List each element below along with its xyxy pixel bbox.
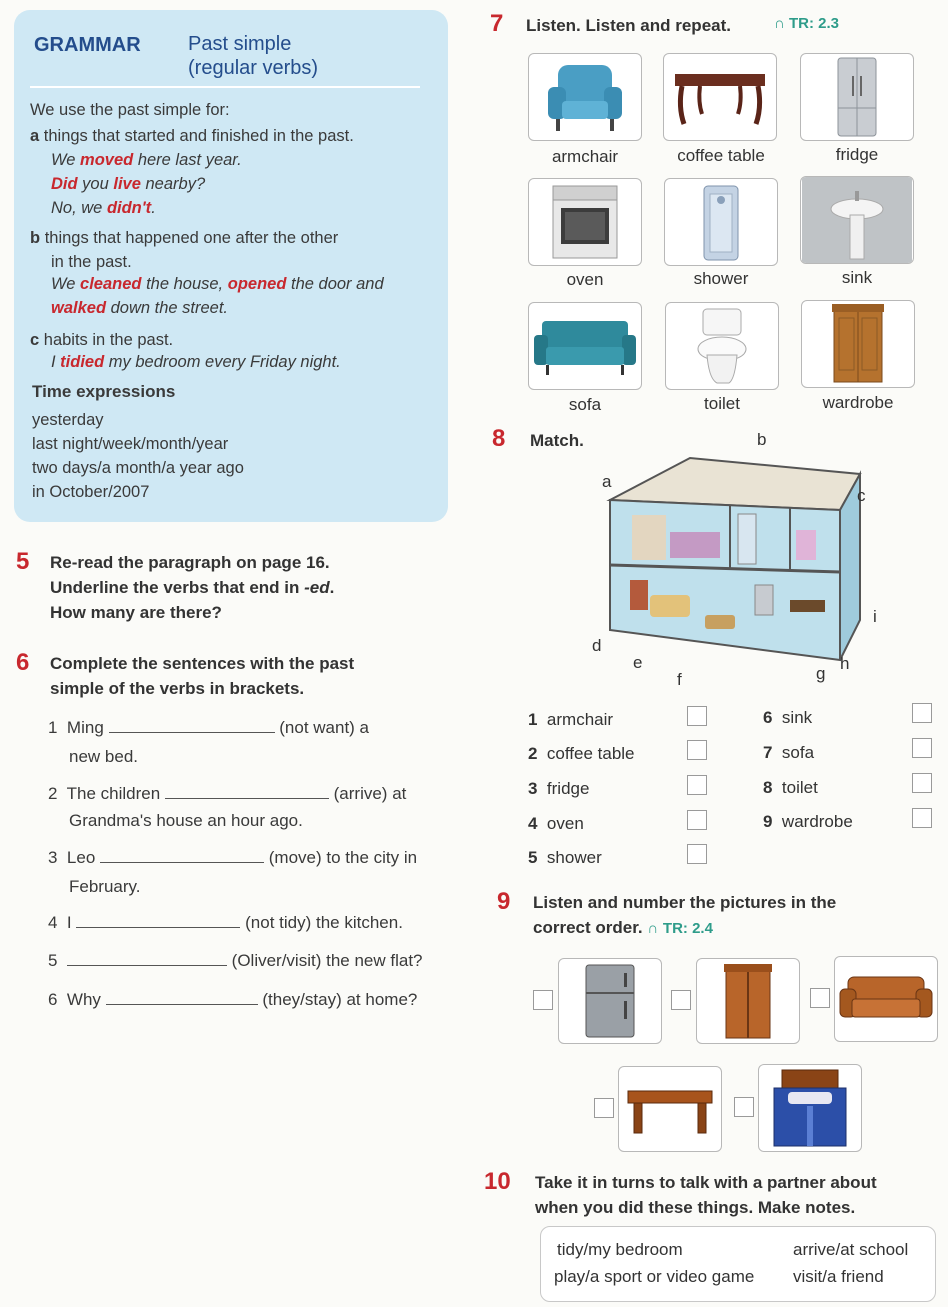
rule-c-text: habits in the past. [43,331,174,349]
ex7-track-label: TR: 2.3 [789,15,840,32]
exercise-10-instructions [535,1170,877,1220]
rule-b-example-1: We cleaned the house, opened the door and [51,275,384,293]
ex5-line3: How many are there? [50,603,222,622]
match-checkbox-7[interactable] [912,738,932,758]
match-checkbox-4[interactable] [687,810,707,830]
ex9-line1: Listen and number the pictures in the [533,893,837,912]
label-oven: oven [566,270,604,289]
notes-box [540,1226,936,1302]
order-checkbox-table[interactable] [594,1098,614,1118]
rule-letter-c: c [30,331,40,349]
ex6-question-3-line2: February. [69,877,141,896]
armchair-picture [528,53,642,141]
house-label-c: c [857,486,866,505]
ex5-line2: Underline the verbs that end in -ed. [50,578,335,597]
exercise-6-instructions [50,651,354,701]
match-item-4: 4 oven [528,814,584,833]
match-item-8: 8 toilet [763,778,818,797]
match-item-1: 1 armchair [528,710,614,729]
label-shower: shower [693,269,749,288]
exercise-9-number: 9 [497,888,511,915]
rule-a-example-1: We moved here last year. [51,151,242,169]
match-checkbox-6[interactable] [912,703,932,723]
order-checkbox-fridge[interactable] [533,990,553,1010]
grammar-rule-b [30,226,338,250]
bed-cartoon-picture [758,1064,862,1152]
note-2: arrive/at school [793,1240,909,1259]
grammar-subtitle [188,32,318,80]
house-label-e: e [633,653,643,672]
match-item-7: 7 sofa [763,743,815,762]
label-toilet: toilet [704,394,740,413]
grammar-rule-a [30,124,354,148]
ex6-question-1-line2: new bed. [69,747,138,766]
rule-c-example: I tidied my bedroom every Friday night. [51,353,341,371]
house-label-f: f [677,670,682,689]
match-item-6: 6 sink [763,708,813,727]
exercise-8-number: 8 [492,425,506,452]
ex6-question-2: 2 The children (arrive) at [48,784,407,803]
exercise-7-number: 7 [490,10,504,37]
sink-picture [800,176,914,264]
match-item-9: 9 wardrobe [763,812,853,831]
label-armchair: armchair [551,147,619,166]
sofa-cartoon-picture [834,956,938,1042]
ex7-track[interactable] [774,15,839,32]
table-cartoon-picture [618,1066,722,1152]
ex6-question-4: 4 I (not tidy) the kitchen. [48,913,403,932]
house-label-b: b [757,430,767,449]
label-fridge: fridge [835,145,879,164]
match-item-5: 5 shower [528,848,602,867]
exercise-5-number: 5 [16,548,30,575]
exercise-6-number: 6 [16,649,30,676]
sofa-picture [528,302,642,390]
time-expression-2: last night/week/month/year [32,435,229,453]
time-expressions-title: Time expressions [32,382,176,401]
headphones-icon: ∩ [647,920,659,937]
time-expression-1: yesterday [32,411,104,429]
rule-a-text: things that started and finished in the past. [43,127,354,145]
toilet-picture [665,302,779,390]
ex6-question-5: 5 (Oliver/visit) the new flat? [48,951,423,970]
match-checkbox-3[interactable] [687,775,707,795]
ex6-question-3: 3 Leo (move) to the city in [48,848,418,867]
oven-picture [528,178,642,266]
exercise-8-title: Match. [530,431,584,450]
rule-b-text: things that happened one after the other [44,229,339,247]
exercise-5-instructions [50,550,334,625]
grammar-intro: We use the past simple for: [30,101,230,119]
grammar-divider [30,86,420,88]
ex10-line2: when you did these things. Make notes. [535,1198,856,1217]
house-label-a: a [602,472,612,491]
match-checkbox-1[interactable] [687,706,707,726]
ex9-track-label[interactable]: TR: 2.4 [662,920,713,937]
match-checkbox-9[interactable] [912,808,932,828]
label-sink: sink [841,268,873,287]
order-checkbox-sofa[interactable] [810,988,830,1008]
rule-letter-b: b [30,229,41,247]
label-sofa: sofa [568,395,602,414]
answer-blank-4[interactable] [76,912,240,928]
rule-a-example-3: No, we didn't. [51,199,156,217]
shower-picture [664,178,778,266]
order-checkbox-wardrobe[interactable] [671,990,691,1010]
note-3: play/a sport or video game [554,1267,755,1286]
order-checkbox-bed[interactable] [734,1097,754,1117]
house-label-g: g [816,664,826,683]
note-1: tidy/my bedroom [557,1240,683,1259]
time-expression-4: in October/2007 [32,483,150,501]
rule-b-example-2: walked down the street. [51,299,229,317]
ex10-line1: Take it in turns to talk with a partner about [535,1173,877,1192]
match-checkbox-2[interactable] [687,740,707,760]
answer-blank-3[interactable] [100,847,264,863]
match-item-3: 3 fridge [528,779,590,798]
wardrobe-picture [801,300,915,388]
match-item-2: 2 coffee table [528,744,635,763]
exercise-9-instructions [533,890,836,941]
answer-blank-1[interactable] [109,717,275,733]
grammar-title: GRAMMAR [34,34,141,56]
label-coffee-table: coffee table [677,146,765,165]
house-label-h: h [840,654,850,673]
house-label-i: i [873,607,877,626]
ex6-line1: Complete the sentences with the past [50,654,355,673]
time-expression-3: two days/a month/a year ago [32,459,244,477]
wardrobe-cartoon-picture [696,958,800,1044]
note-4: visit/a friend [793,1267,884,1286]
rule-letter-a: a [30,127,40,145]
grammar-rule-c [30,328,173,352]
answer-blank-6[interactable] [106,989,258,1005]
headphones-icon: ∩ [774,15,785,32]
rule-a-example-2: Did you live nearby? [51,175,206,193]
coffee-table-picture [663,53,777,141]
match-checkbox-8[interactable] [912,773,932,793]
exercise-10-number: 10 [484,1168,511,1195]
ex6-line2: simple of the verbs in brackets. [50,679,305,698]
fridge-cartoon-picture [558,958,662,1044]
match-checkbox-5[interactable] [687,844,707,864]
ex5-line1: Re-read the paragraph on page 16. [50,553,330,572]
house-label-d: d [592,636,602,655]
house-illustration [590,450,880,680]
grammar-subtitle-line2: (regular verbs) [188,57,319,79]
fridge-picture [800,53,914,141]
ex6-question-1: 1 Ming (not want) a [48,718,370,737]
answer-blank-5[interactable] [67,950,227,966]
answer-blank-2[interactable] [165,783,329,799]
exercise-7-title: Listen. Listen and repeat. [526,16,731,35]
label-wardrobe: wardrobe [822,393,894,412]
rule-b-text-2: in the past. [51,253,132,271]
grammar-subtitle-line1: Past simple [188,33,292,55]
ex6-question-2-line2: Grandma's house an hour ago. [69,811,303,830]
ex6-question-6: 6 Why (they/stay) at home? [48,990,418,1009]
ex9-line2: correct order. ∩ TR: 2.4 [533,918,713,937]
